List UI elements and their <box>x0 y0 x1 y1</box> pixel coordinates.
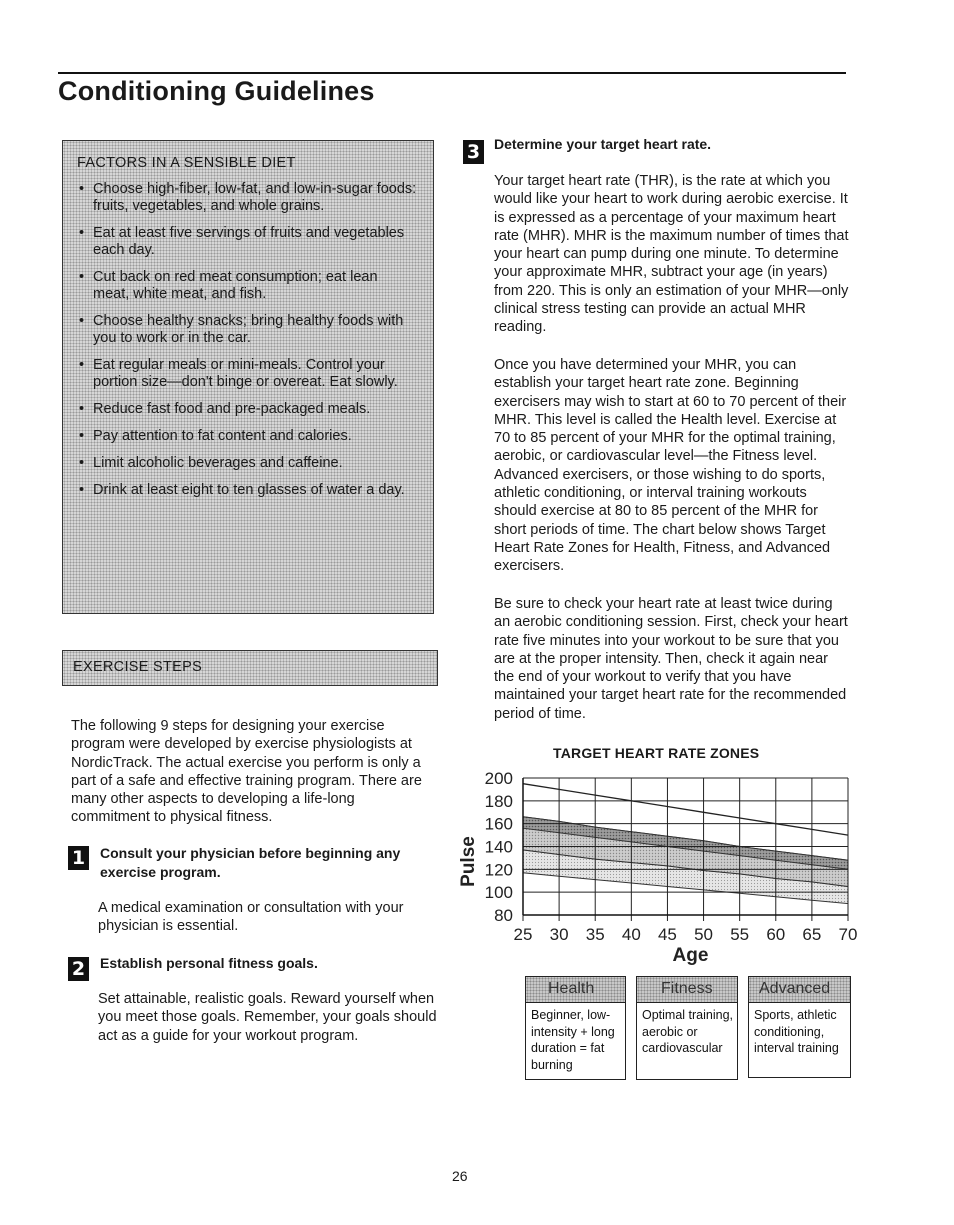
exercise-steps-heading: EXERCISE STEPS <box>73 659 203 675</box>
page-title: Conditioning Guidelines <box>58 76 375 106</box>
exercise-steps-box <box>62 650 438 686</box>
diet-list <box>77 181 417 499</box>
y-tick-label: 120 <box>484 860 513 880</box>
heart-rate-zone-chart <box>450 765 870 977</box>
x-tick-label: 30 <box>549 925 569 944</box>
x-tick-label: 40 <box>621 925 641 944</box>
diet-item: • Choose healthy snacks; bring healthy foods with you to work or in the car. <box>77 313 417 347</box>
y-tick-label: 160 <box>484 814 513 834</box>
step-2-body: Set attainable, realistic goals. Reward yourself when you meet those goals. Remember, your goals should act as a guide for your workout program. <box>98 991 437 1044</box>
x-tick-label: 60 <box>766 925 786 944</box>
title-rule <box>58 72 846 74</box>
zone-box-fitness <box>636 976 738 1080</box>
diet-item: • Choose high-fiber, low-fat, and low-in-sugar foods: fruits, vegetables, and whole grains. <box>77 181 417 215</box>
x-tick-label: 45 <box>657 925 677 944</box>
step-2-heading: Establish personal fitness goals. <box>100 955 318 971</box>
diet-item: • Eat at least five servings of fruits and vegetables each day. <box>77 225 417 259</box>
step-3-paragraph: Your target heart rate (THR), is the rate at which you would like your heart to work during aerobic exercise. It is expressed as a percentage of your maximum heart rate (MHR). MHR is the maximum number of times that your heart can pump during one minute. To determine your approximate MHR, subtract your age (in years) from 220. This is only an estimation of your MHR—only clinical stress testing can provide an actual MHR reading. <box>494 173 849 336</box>
diet-item: • Drink at least eight to ten glasses of water a day. <box>77 482 417 499</box>
y-tick-label: 180 <box>484 791 513 811</box>
exercise-steps-intro: The following 9 steps for designing your exercise program were developed by exercise physiologists at NordicTrack. The actual exercise you perform is only a part of a safe and effective training program. There are many other aspects to developing a life-long commitment to physical fitness. <box>71 718 422 826</box>
chart-title: TARGET HEART RATE ZONES <box>553 745 760 761</box>
diet-item: • Eat regular meals or mini-meals. Control your portion size—don't binge or overeat. Eat slowly. <box>77 357 417 391</box>
x-tick-label: 70 <box>838 925 858 944</box>
step-number-1: 1 <box>68 846 89 870</box>
y-tick-label: 140 <box>484 837 513 857</box>
step-3-paragraph: Be sure to check your heart rate at least twice during an aerobic conditioning session. First, check your heart rate five minutes into your workout to be sure that you are at the proper intensity. Then, check it again near the end of your workout to verify that you have maintained your target heart rate for the recommended period of time. <box>494 596 848 722</box>
x-tick-label: 35 <box>585 925 605 944</box>
zone-description-health: Beginner, low-intensity + long duration = fat burning <box>531 1008 615 1072</box>
x-axis-label: Age <box>672 945 709 966</box>
zone-label-advanced: Advanced <box>749 977 850 1003</box>
y-axis-label: Pulse <box>458 836 479 887</box>
diet-item: • Cut back on red meat consumption; eat lean meat, white meat, and fish. <box>77 269 417 303</box>
zone-description-fitness: Optimal training, aerobic or cardiovascular <box>642 1008 734 1055</box>
step-number-2: 2 <box>68 957 89 981</box>
diet-item: • Limit alcoholic beverages and caffeine. <box>77 455 417 472</box>
step-1-heading: Consult your physician before beginning any exercise program. <box>100 845 401 880</box>
step-3-paragraph: Once you have determined your MHR, you can establish your target heart rate zone. Beginning exercisers may wish to start at 60 to 70 percent of their MHR. This level is called the Health level. Exercise at 70 to 85 percent of your MHR for the optimal training, aerobic, or cardiovascular level—the Fitness level. Advanced exercisers, or those wishing to do sports, athletic conditioning, or interval training workouts should exercise at 80 to 85 percent of the MHR for short periods of time. The chart below shows Target Heart Rate Zones for Health, Fitness, and Advanced exercisers. <box>494 357 847 575</box>
zone-box-advanced <box>748 976 851 1078</box>
y-tick-label: 200 <box>484 769 513 788</box>
step-3-heading: Determine your target heart rate. <box>494 136 712 152</box>
diet-item: • Reduce fast food and pre-packaged meals. <box>77 401 417 418</box>
zone-box-health <box>525 976 626 1080</box>
zone-description-advanced: Sports, athletic conditioning, interval training <box>754 1008 839 1055</box>
diet-factors-box <box>62 140 434 614</box>
y-tick-label: 100 <box>484 883 513 903</box>
x-tick-label: 25 <box>513 925 533 944</box>
zone-label-health: Health <box>526 977 625 1003</box>
page-number: 26 <box>452 1168 468 1184</box>
diet-heading: FACTORS IN A SENSIBLE DIET <box>77 155 296 171</box>
y-tick-label: 80 <box>494 906 513 925</box>
x-tick-label: 50 <box>694 925 714 944</box>
x-tick-label: 55 <box>730 925 750 944</box>
diet-item: • Pay attention to fat content and calories. <box>77 428 417 445</box>
step-number-3: 3 <box>463 140 484 164</box>
zone-label-fitness: Fitness <box>637 977 737 1003</box>
x-tick-label: 65 <box>802 925 822 944</box>
step-1-body: A medical examination or consultation with your physician is essential. <box>98 900 404 935</box>
